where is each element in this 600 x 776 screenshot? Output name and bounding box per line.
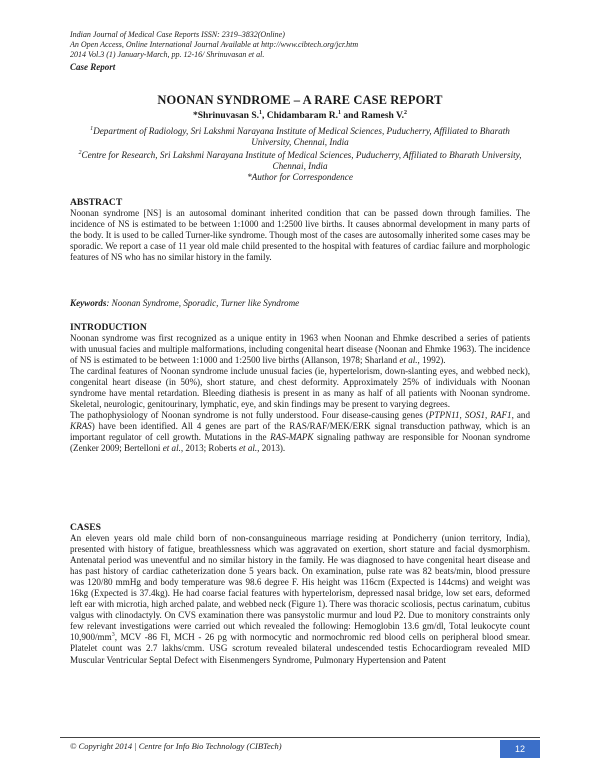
author-separator: and (341, 111, 362, 122)
footer-divider (60, 737, 540, 738)
paper-title: NOONAN SYNDROME – A RARE CASE REPORT (157, 93, 443, 107)
keywords (70, 298, 530, 308)
intro-paragraph-1: Noonan syndrome was first recognized as a unique entity in 1963 when Noonan and Ehmke described a series of patients with unusual facies and multiple malformations, including congenital heart disease (Noonan and Ehmke 1963). The incidence of NS is estimated to be between 1:1000 and 1:2500 live births (Allanson, 1978; Sharland et al., 1992). (70, 333, 530, 366)
intro-paragraph-3: The pathophysiology of Noonan syndrome is not fully understood. Four disease-causing genes (PTPN11, SOS1, RAF1, and KRAS) have been identified. All 4 genes are part of the RAS/RAF/MEK/ERK signal transduction pathway, which is an important regulator of cell growth. Mutations in the RAS-MAPK signaling pathway are responsible for Noonan syndrome (Zenker 2009; Bertelloni et al., 2013; Roberts et al., 2013). (70, 410, 530, 454)
journal-url-line: An Open Access, Online International Journal Available at http://www.cibtech.org/jcr.htm (70, 40, 359, 49)
author-affil-mark: 2 (404, 110, 408, 116)
journal-header (70, 30, 540, 72)
author-affil-mark: 1 (338, 110, 341, 116)
keywords-text: : Noonan Syndrome, Sporadic, Turner like Syndrome (106, 298, 300, 308)
author-name: Chidambaram R. (266, 111, 338, 122)
abstract-section (70, 197, 530, 263)
page-number-badge: 12 (500, 740, 540, 758)
author-list (70, 110, 530, 121)
intro-paragraph-2: The cardinal features of Noonan syndrome include unusual facies (ie, hypertelorism, down-slanting eyes, and webbed neck), congenital heart disease (in 50%), short stature, and chest deformity. Approximately 25% of individuals with Noonan syndrome have mental retardation. Bleeding diathesis is present in as many as half of all patients with Noonan syndrome. Skeletal, neurologic, genitourinary, lymphatic, eye, and skin findings may be present to varying degrees. (70, 366, 530, 410)
journal-volume-line: 2014 Vol.3 (1) January-March, pp. 12-16/ Shrinuvasan et al. (70, 50, 265, 59)
affiliation-2: $^2$Centre for Research, Sri Lakshmi Narayana Institute of Medical Sciences, Puducherry, Affiliated to Bharath University, Chennai, India (78, 150, 522, 172)
keywords-label: Keywords (70, 298, 107, 308)
introduction-heading: INTRODUCTION (70, 322, 147, 333)
abstract-heading: ABSTRACT (70, 197, 123, 208)
correspondence-note: *Author for Correspondence (247, 172, 353, 183)
introduction-section (70, 322, 530, 455)
journal-name-line: Indian Journal of Medical Case Reports ISSN: 2319–3832(Online) (70, 30, 285, 39)
author-name: *Shrinuvasan S. (192, 111, 259, 122)
affiliation-1: $^1$Department of Radiology, Sri Lakshmi Narayana Institute of Medical Sciences, Puducherry, Affiliated to Bharath University, Chennai, India (90, 126, 510, 148)
abstract-text: Noonan syndrome [NS] is an autosomal dominant inherited condition that can be passed down through families. The incidence of NS is estimated to be between 1:1000 and 1:2500 live births. It causes abnormal development in many parts of the body. It is used to be called Turner-like syndrome. Though most of the cases are autosomally inherited some cases may be sporadic. We report a case of 11 year old male child presented to the hospital with features of cardiac failure and morphologic features of NS who has no similar history in the family. (70, 208, 530, 263)
article-type: Case Report (70, 62, 116, 72)
author-affil-mark: 1 (258, 110, 262, 116)
author-name: Ramesh V. (361, 111, 405, 122)
cases-paragraph: An eleven years old male child born of non-consanguineous marriage residing at Pondicherry (union territory, India), presented with history of fatigue, breathlessness which was aggravated on exertion, short stature and facial dysmorphism. Antenatal period was uneventful and no similar history in the family. He was diagnosed to have congenital heart disease and has past history of cardiac catheterization done 5 years back. On examination, pulse rate was 82 beats/min, blood pressure was 120/80 mmHg and body temperature was 98.6 degree F. His height was 116cm (Expected is 144cms) and weight was 16kg (Expected is 37.4kg). He had coarse facial features with hypertelorism, depressed nasal bridge, low set ears, deformed left ear with microtia, high arched palate, and webbed neck (Figure 1). There was thoracic scoliosis, pectus carinatum, cubitus valgus with clinodactyly. On CVS examination there was pansystolic murmur and loud P2. Due to monitory constraints only few relevant investigations were carried out which revealed the following: Hemoglobin 13.6 gm/dl, Total leukocyte count $10,900/mm^3$, MCV -86 Fl, MCH - 26 pg with normocytic and normochromic red blood cells on peripheral blood smear. Platelet count was 2.7 lakhs/cmm. USG scrotum revealed bilateral undescended testis Echocardiogram revealed MID Muscular Ventricular Septal Defect with Eisenmengers Syndrome, Pulmonary Hypertension and Patent (70, 533, 530, 665)
author-separator: , (261, 111, 267, 122)
footer-copyright: © Copyright 2014 | Centre for Info Bio Technology (CIBTech) (70, 741, 282, 751)
affiliations (70, 124, 530, 183)
cases-heading: CASES (70, 522, 101, 533)
cases-section (70, 522, 530, 666)
